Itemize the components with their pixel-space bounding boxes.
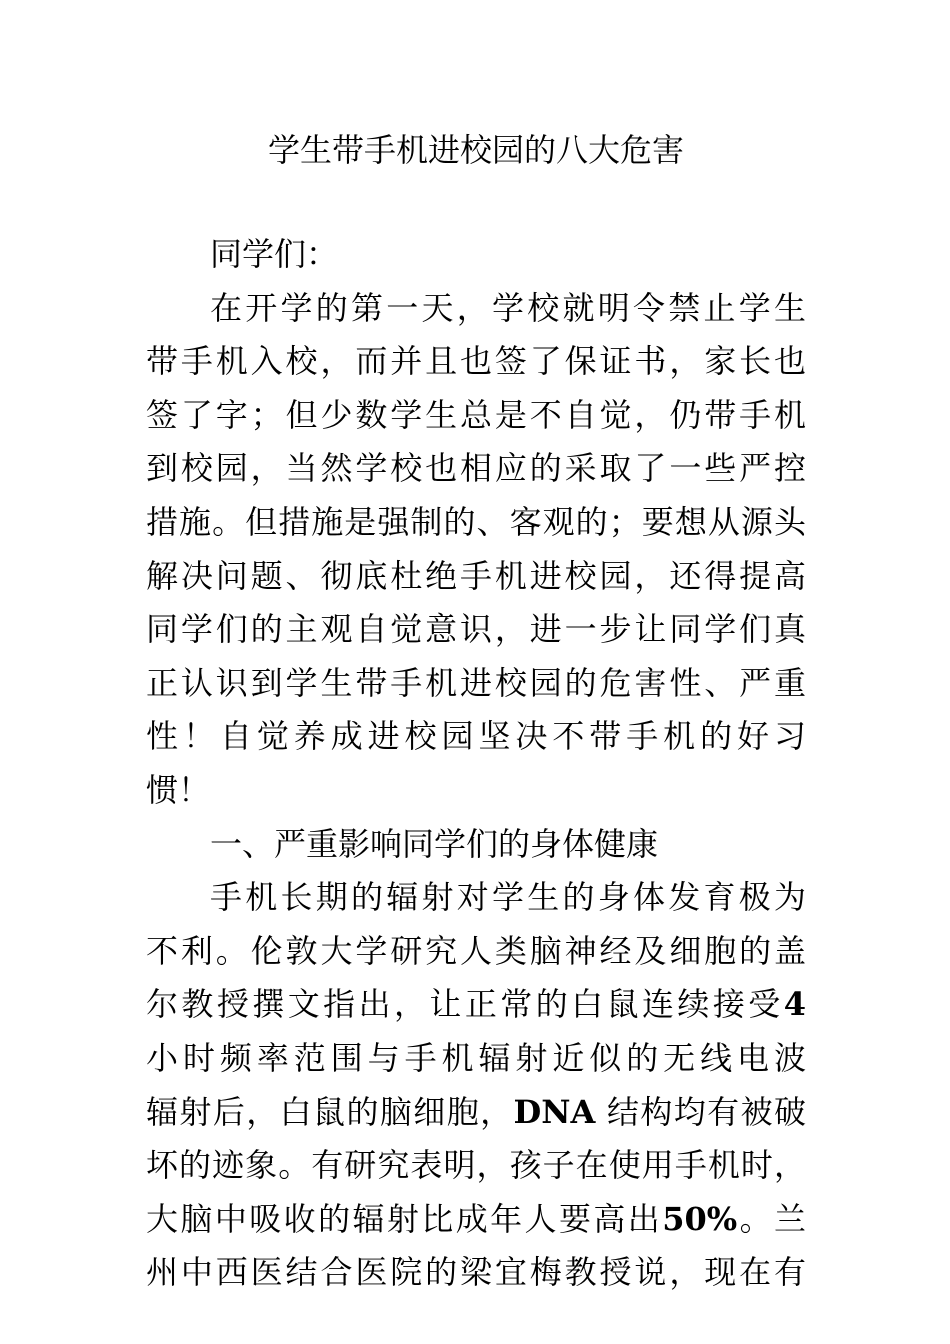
paragraph-line: 到校园，当然学校也相应的采取了一些严控 bbox=[146, 449, 806, 488]
paragraph-line: 惯！ bbox=[146, 770, 211, 809]
paragraph-line: 同学们的主观自觉意识，进一步让同学们真 bbox=[146, 610, 806, 649]
paragraph-line: 解决问题、彻底杜绝手机进校园，还得提高 bbox=[146, 556, 806, 595]
paragraph-line: 手机长期的辐射对学生的身体发育极为 bbox=[210, 878, 806, 917]
paragraph-line bbox=[146, 1086, 806, 1140]
paragraph-line: 州中西医结合医院的梁宜梅教授说，现在有 bbox=[146, 1253, 806, 1292]
paragraph-line: 小时频率范围与手机辐射近似的无线电波 bbox=[146, 1038, 806, 1077]
text-segment: 。兰 bbox=[737, 1199, 806, 1238]
text-segment: 辐射后，白鼠的脑细胞， bbox=[146, 1092, 514, 1131]
paragraph-line: 带手机入校，而并且也签了保证书，家长也 bbox=[146, 342, 806, 381]
paragraph-line: 正认识到学生带手机进校园的危害性、严重 bbox=[146, 663, 806, 702]
paragraph-line: 在开学的第一天，学校就明令禁止学生 bbox=[210, 288, 806, 327]
percent-text: 50% bbox=[662, 1199, 738, 1238]
paragraph-line bbox=[146, 978, 806, 1032]
title-spacer bbox=[146, 172, 806, 228]
paragraph-line: 性！自觉养成进校园坚决不带手机的好习 bbox=[146, 717, 806, 756]
salutation-line: 同学们： bbox=[210, 235, 339, 273]
dna-text: DNA bbox=[513, 1092, 596, 1131]
text-segment: 大脑中吸收的辐射比成年人要高出 bbox=[146, 1199, 663, 1238]
paragraph-line: 坏的迹象。有研究表明，孩子在使用手机时， bbox=[146, 1146, 806, 1185]
paragraph-line: 措施。但措施是强制的、客观的；要想从源头 bbox=[146, 502, 806, 541]
text-segment: 结构均有被破 bbox=[606, 1092, 806, 1131]
number-text: 4 bbox=[783, 985, 806, 1024]
document-title: 学生带手机进校园的八大危害 bbox=[267, 131, 684, 169]
paragraph-line: 签了字；但少数学生总是不自觉，仍带手机 bbox=[146, 395, 806, 434]
document-page bbox=[146, 128, 806, 1300]
paragraph-line: 不利。伦敦大学研究人类脑神经及细胞的盖 bbox=[146, 931, 806, 970]
paragraph-line bbox=[146, 1193, 806, 1247]
section-heading: 一、严重影响同学们的身体健康 bbox=[210, 824, 659, 863]
text-segment: 尔教授撰文指出，让正常的白鼠连续接受 bbox=[146, 985, 784, 1024]
